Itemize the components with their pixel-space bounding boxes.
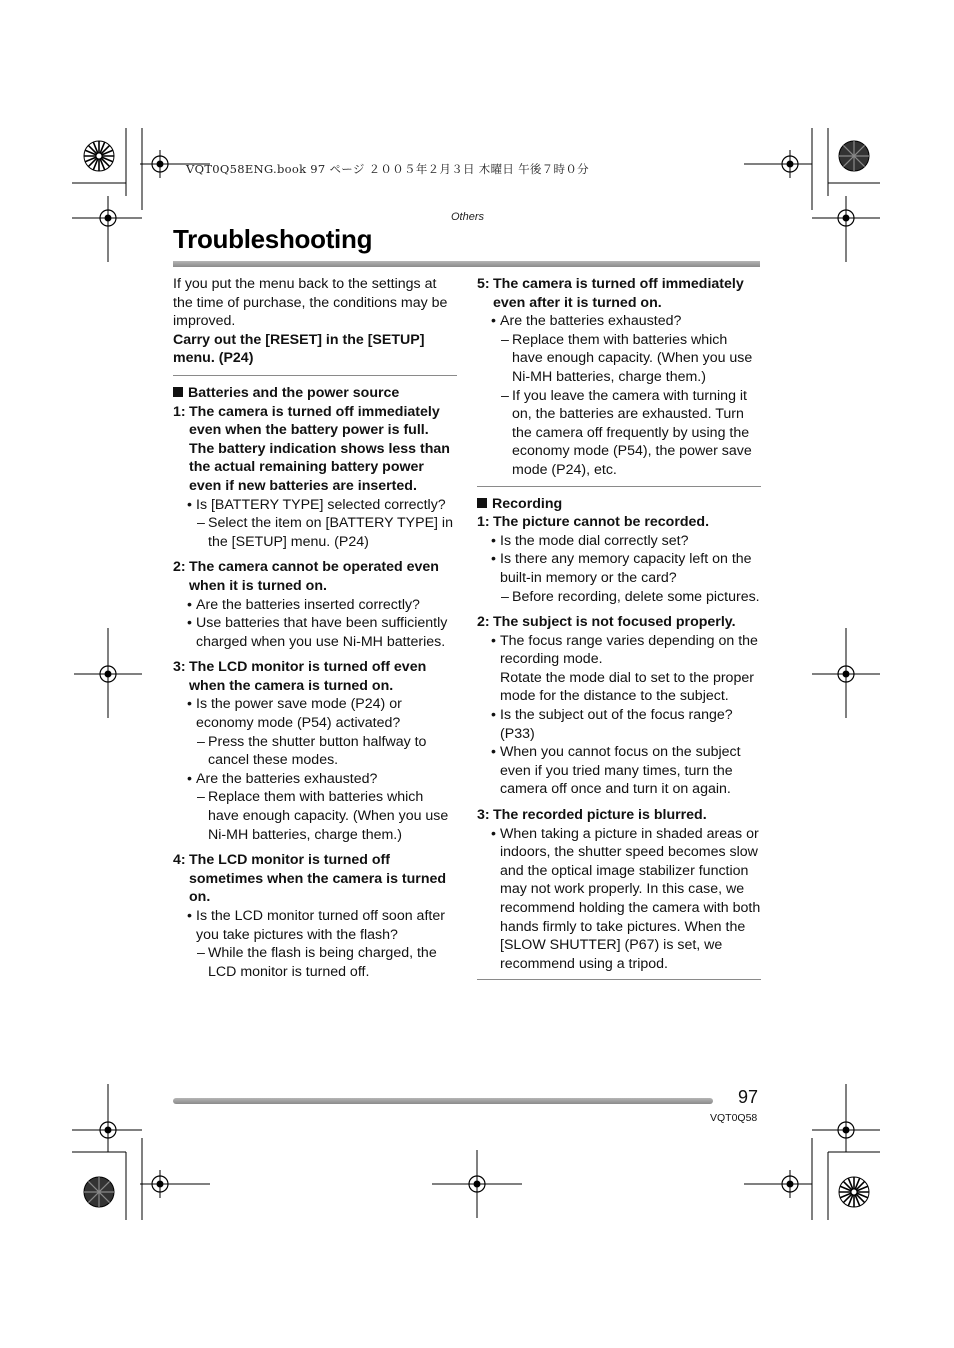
square-bullet-icon — [173, 387, 183, 397]
list-item: – While the flash is being charged, the LCD monitor is turned off. — [197, 945, 437, 980]
intro-text: If you put the menu back to the settings at the time of purchase, the conditions may be improved. — [173, 276, 448, 330]
recording-question-3: 3: The recorded picture is blurred. — [477, 807, 707, 824]
list-item: • Is the power save mode (P24) or economy mode (P54) activated? — [187, 696, 402, 732]
list-item: – If you leave the camera with turning it on, the batteries are exhausted. Turn the camera off frequently by using the economy mode (P54), the power save mode (P24), etc. — [501, 387, 752, 478]
list-item-continuation: Rotate the mode dial to set to the proper mode for the distance to the subject. — [500, 669, 754, 705]
question-5: 5: The camera is turned off immediately even after it is turned on. — [477, 276, 744, 311]
title-underline — [173, 261, 760, 267]
list-item: • Are the batteries exhausted? — [187, 770, 378, 787]
list-item: • Is [BATTERY TYPE] selected correctly? — [187, 496, 446, 513]
section-heading-recording: Recording — [477, 495, 761, 514]
document-code: VQT0Q58 — [710, 1112, 758, 1124]
section-heading-batteries: Batteries and the power source — [173, 384, 457, 403]
right-column — [477, 275, 761, 988]
list-item: • Is the mode dial correctly set? — [491, 532, 689, 549]
intro-instruction: Carry out the [RESET] in the [SETUP] menu. (P24) — [173, 331, 425, 367]
section-label: Others — [451, 211, 485, 223]
recording-question-2: 2: The subject is not focused properly. — [477, 614, 736, 631]
list-item: • Are the batteries exhausted? — [491, 313, 682, 330]
divider — [477, 979, 761, 980]
square-bullet-icon — [477, 498, 487, 508]
list-item: • The focus range varies depending on the recording mode. — [491, 632, 758, 668]
page-title: Troubleshooting — [173, 224, 373, 254]
page-number: 97 — [738, 1087, 759, 1107]
left-column — [173, 275, 457, 981]
question-2: 2: The camera cannot be operated even when it is turned on. — [173, 559, 439, 594]
divider — [173, 375, 457, 376]
list-item: – Replace them with batteries which have enough capacity. (When you use Ni-MH batteries, charge them.) — [197, 789, 449, 843]
list-item: • When you cannot focus on the subject even if you tried many times, turn the camera off once and turn it on again. — [491, 744, 741, 798]
list-item: – Press the shutter button halfway to cancel these modes. — [197, 733, 427, 769]
footer-bar — [173, 1098, 713, 1104]
question-1: 1: The camera is turned off immediately even when the battery power is full. The battery indication shows less than the actual remaining battery power even if new batteries are inserted. — [173, 403, 450, 494]
list-item: • When taking a picture in shaded areas or indoors, the shutter speed becomes slow and the optical image stabilizer function may not work properly. In this case, we recommend holding the camera with both hands firmly to take pictures. When the [SLOW SHUTTER] (P67) is set, we recommend using a tripod. — [491, 825, 761, 972]
list-item: • Is the subject out of the focus range? (P33) — [491, 707, 733, 742]
list-item: – Before recording, delete some pictures. — [501, 588, 760, 605]
divider — [477, 486, 761, 487]
print-file-info: VQT0Q58ENG.book 97 ページ ２００５年２月３日 木曜日 午後７時０分 — [186, 162, 589, 176]
list-item: – Replace them with batteries which have enough capacity. (When you use Ni-MH batteries, charge them.) — [501, 331, 753, 385]
list-item: • Is there any memory capacity left on the built-in memory or the card? — [491, 551, 752, 586]
list-item: – Select the item on [BATTERY TYPE] in the [SETUP] menu. (P24) — [197, 515, 453, 550]
list-item: • Are the batteries inserted correctly? — [187, 596, 420, 613]
recording-question-1: 1: The picture cannot be recorded. — [477, 514, 710, 531]
list-item: • Use batteries that have been sufficiently charged when you use Ni-MH batteries. — [187, 615, 448, 650]
question-4: 4: The LCD monitor is turned off sometimes when the camera is turned on. — [173, 852, 447, 906]
list-item: • Is the LCD monitor turned off soon after you take pictures with the flash? — [187, 908, 445, 943]
question-3: 3: The LCD monitor is turned off even when the camera is turned on. — [173, 659, 427, 694]
